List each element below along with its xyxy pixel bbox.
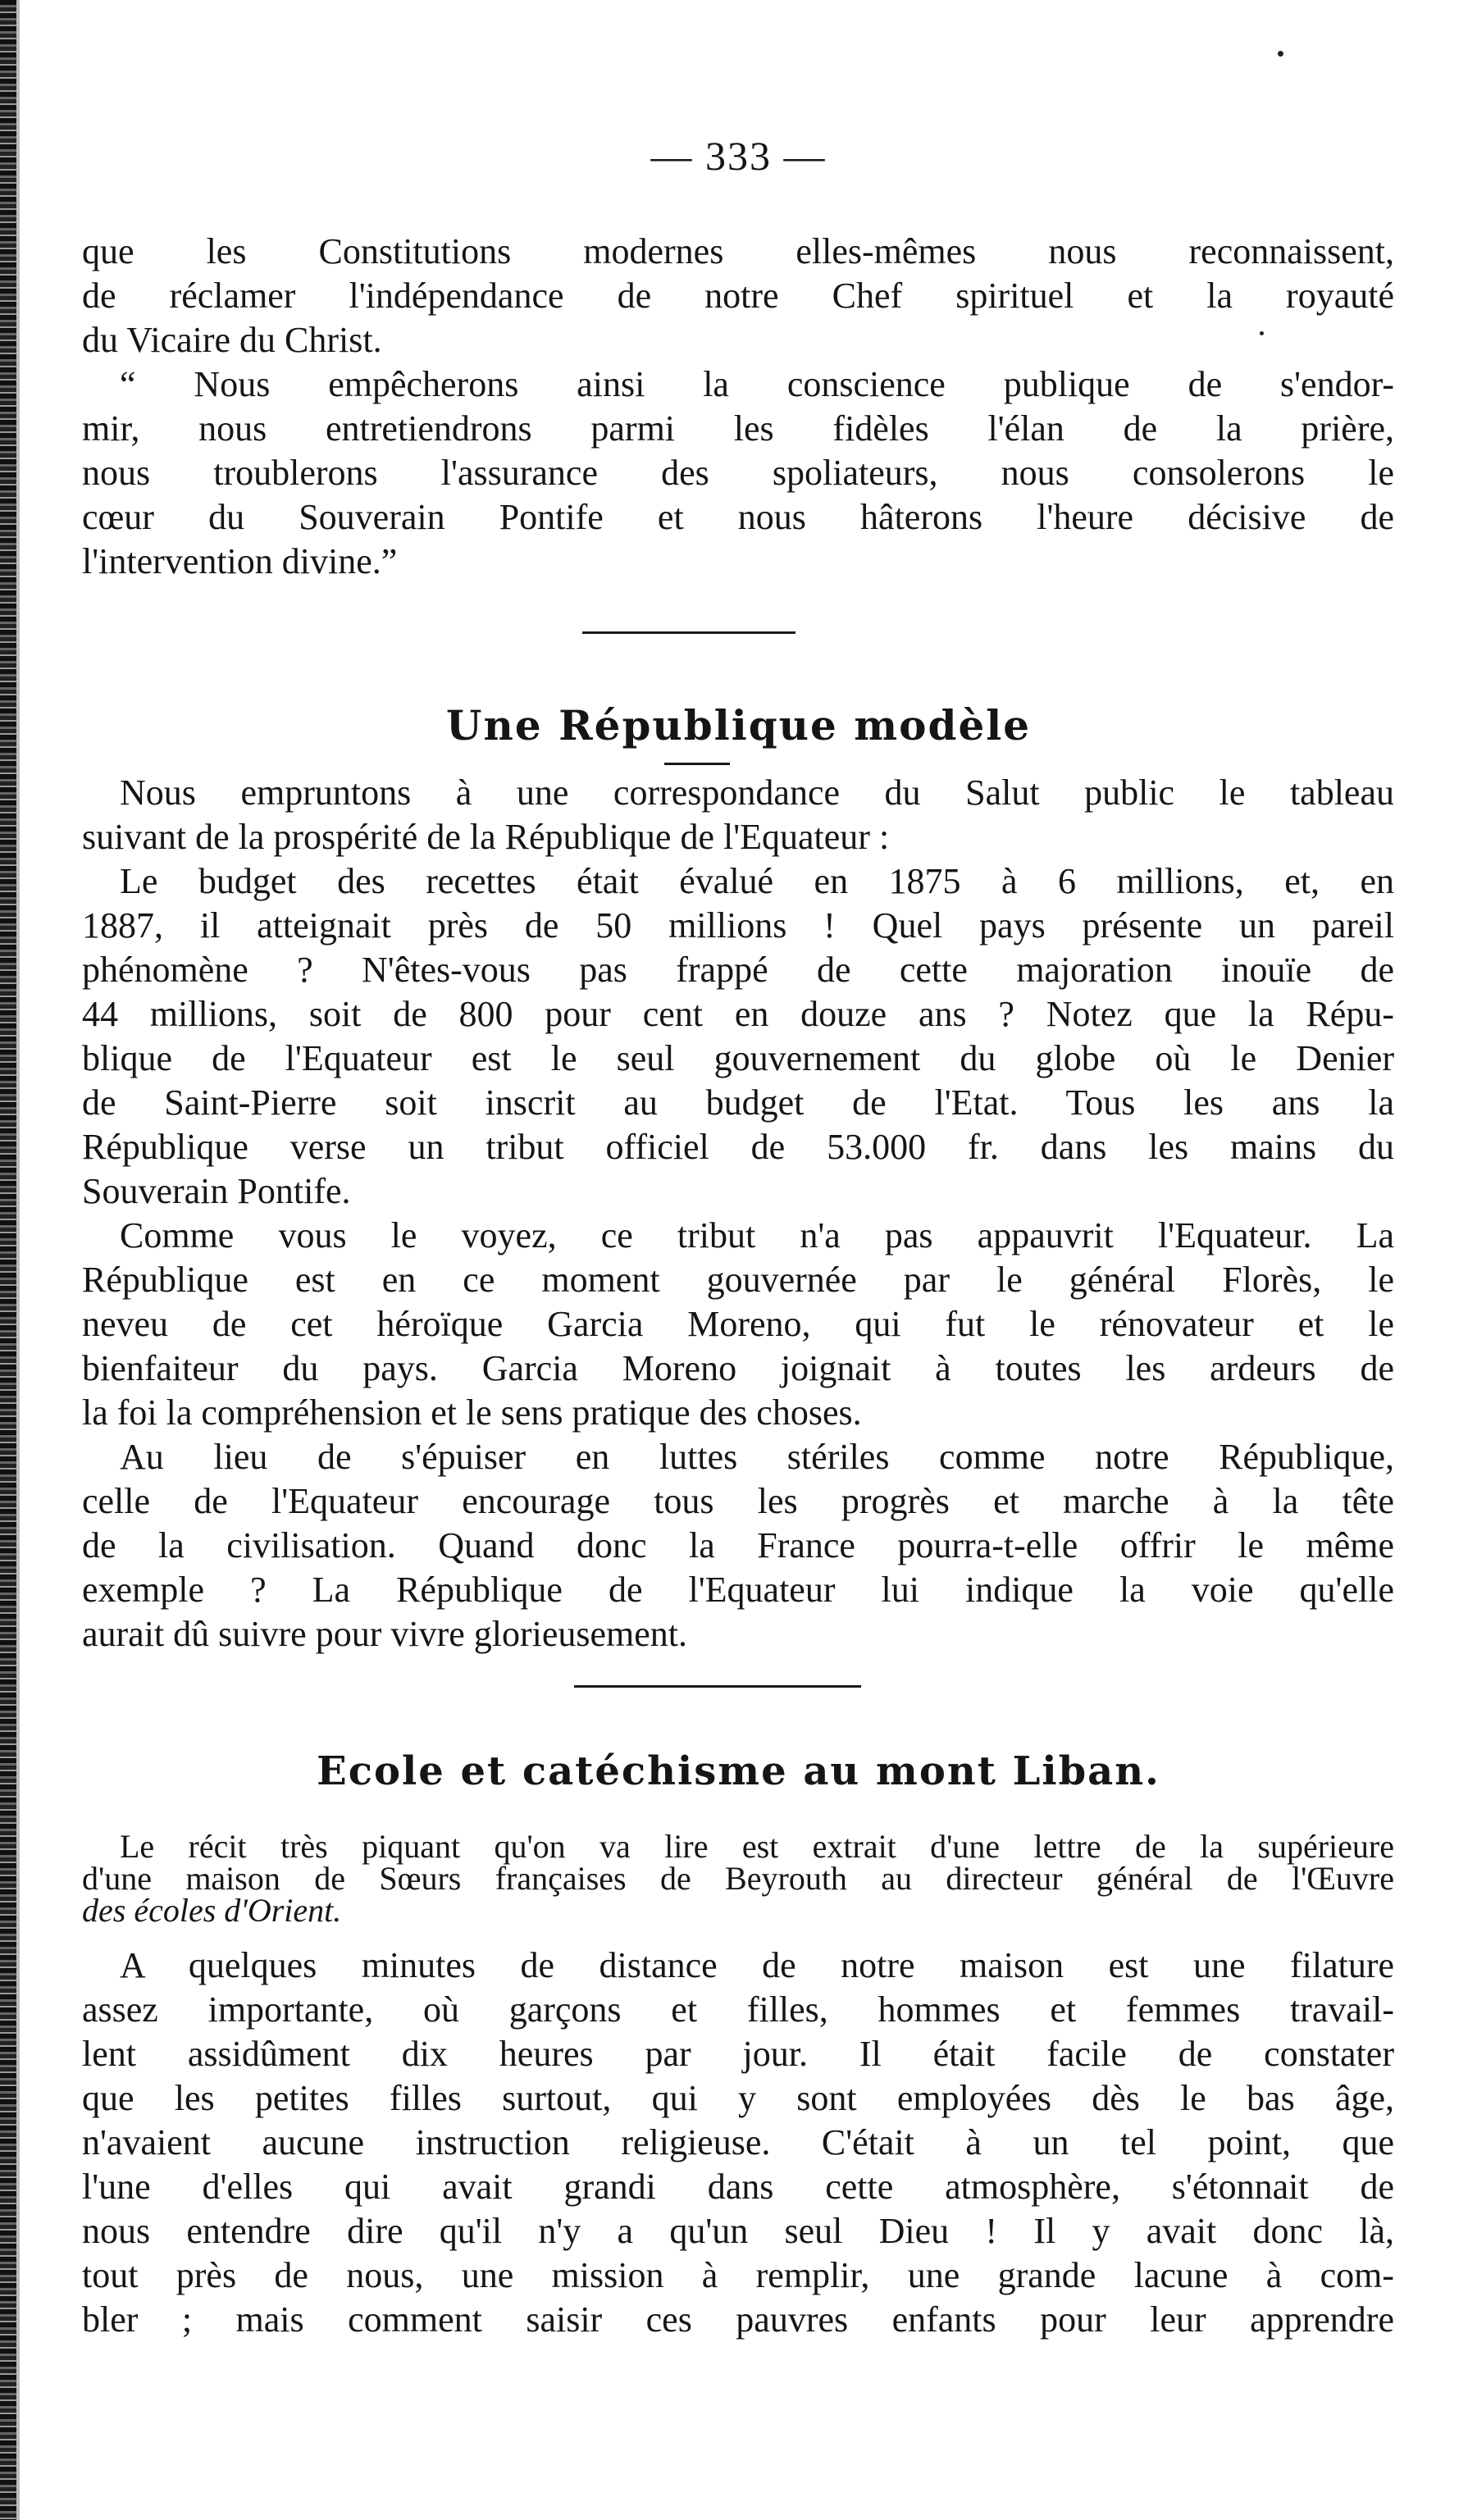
text-line: l'une d'elles qui avait grandi dans cette atmosphère, s'étonnait de — [82, 2167, 1394, 2207]
text-line: mir, nous entretiendrons parmi les fidèles l'élan de la prière, — [82, 408, 1394, 449]
text-line: de la civilisation. Quand donc la France pourra-t-elle offrir le même — [82, 1525, 1394, 1565]
section-divider — [582, 631, 795, 634]
text-line: 1887, il atteignait près de 50 millions ! Quel pays présente un pareil — [82, 905, 1394, 946]
text-line: cœur du Souverain Pontife et nous hâterons l'heure décisive de — [82, 497, 1394, 537]
text-line: l'intervention divine.” — [82, 541, 398, 581]
text-line: République verse un tribut officiel de 53.000 fr. dans les mains du — [82, 1127, 1394, 1167]
text-line: que les petites filles surtout, qui y sont employées dès le bas âge, — [82, 2078, 1394, 2118]
text-line: nous entendre dire qu'il n'y a qu'un seul Dieu ! Il y avait donc là, — [82, 2211, 1394, 2251]
text-line: celle de l'Equateur encourage tous les progrès et marche à la tête — [82, 1481, 1394, 1521]
text-line: aurait dû suivre pour vivre glorieusement. — [82, 1614, 688, 1654]
page-number: — 333 — — [650, 133, 827, 179]
text-line: du Vicaire du Christ. — [82, 320, 382, 360]
text-line: blique de l'Equateur est le seul gouvernement du globe où le Denier — [82, 1038, 1394, 1078]
continuation-text — [82, 230, 1394, 584]
text-line: que les Constitutions modernes elles-mêmes nous reconnaissent, — [82, 231, 1394, 271]
text-line: la foi la compréhension et le sens pratique des choses. — [82, 1392, 862, 1433]
text-line: Souverain Pontife. — [82, 1171, 351, 1211]
text-line: neveu de cet héroïque Garcia Moreno, qui fut le rénovateur et le — [82, 1304, 1394, 1344]
text-line: Comme vous le voyez, ce tribut n'a pas appauvrit l'Equateur. La — [120, 1215, 1394, 1255]
text-line: exemple ? La République de l'Equateur lui indique la voie qu'elle — [82, 1570, 1394, 1610]
ecole-intro — [82, 1828, 1394, 1929]
text-line: 44 millions, soit de 800 pour cent en douze ans ? Notez que la Répu- — [82, 994, 1394, 1034]
text-line: nous troublerons l'assurance des spoliateurs, nous consolerons le — [82, 453, 1394, 493]
republique-text — [82, 771, 1394, 1656]
text-line: “ Nous empêcherons ainsi la conscience publique de s'endor- — [120, 364, 1394, 404]
heading-underline — [664, 763, 730, 765]
text-line: Nous empruntons à une correspondance du Salut public le tableau — [120, 772, 1394, 813]
print-speck — [1278, 51, 1283, 57]
intro-line: d'une maison de Sœurs françaises de Beyrouth au directeur général de l'Œuvre — [82, 1860, 1394, 1897]
section-heading-republique: Une République modèle — [445, 701, 1032, 750]
ecole-text — [82, 1944, 1394, 2342]
text-line: Le budget des recettes était évalué en 1875 à 6 millions, et, en — [120, 861, 1394, 901]
text-line: A quelques minutes de distance de notre maison est une filature — [120, 1945, 1394, 1985]
text-line: bienfaiteur du pays. Garcia Moreno joignait à toutes les ardeurs de — [82, 1348, 1394, 1388]
page-gutter-shadow — [16, 0, 20, 2520]
text-line: assez importante, où garçons et filles, hommes et femmes travail- — [82, 1989, 1394, 2030]
text-line: phénomène ? N'êtes-vous pas frappé de cette majoration inouïe de — [82, 950, 1394, 990]
section-divider — [574, 1685, 861, 1688]
text-line: suivant de la prospérité de la République de l'Equateur : — [82, 817, 890, 857]
text-line: République est en ce moment gouvernée par le général Florès, le — [82, 1260, 1394, 1300]
intro-line: des écoles d'Orient. — [82, 1892, 342, 1929]
intro-line: Le récit très piquant qu'on va lire est extrait d'une lettre de la supérieure — [120, 1828, 1394, 1865]
text-line: n'avaient aucune instruction religieuse. C'était à un tel point, que — [82, 2122, 1394, 2162]
text-line: de réclamer l'indépendance de notre Chef spirituel et la royauté — [82, 276, 1394, 316]
text-line: bler ; mais comment saisir ces pauvres enfants pour leur apprendre — [82, 2299, 1394, 2340]
text-line: lent assidûment dix heures par jour. Il était facile de constater — [82, 2034, 1394, 2074]
text-line: tout près de nous, une mission à remplir, une grande lacune à com- — [82, 2255, 1394, 2295]
text-line: de Saint-Pierre soit inscrit au budget de l'Etat. Tous les ans la — [82, 1082, 1394, 1123]
section-heading-ecole: Ecole et catéchisme au mont Liban. — [317, 1748, 1160, 1794]
text-line: Au lieu de s'épuiser en luttes stériles comme notre République, — [120, 1437, 1394, 1477]
book-binding-edge — [0, 0, 16, 2520]
